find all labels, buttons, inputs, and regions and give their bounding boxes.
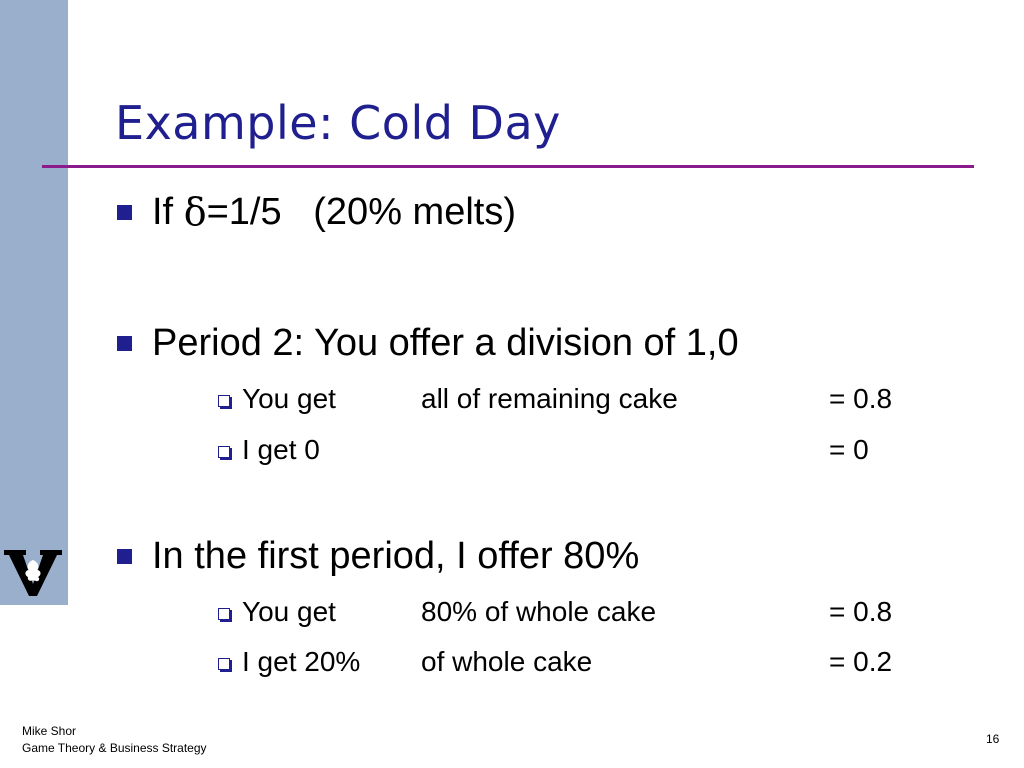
subitem-row — [218, 383, 938, 417]
bullet-text: Period 2: You offer a division of 1,0 — [152, 322, 739, 364]
subitem-what: all of remaining cake — [421, 383, 678, 414]
subitem-value: = 0.8 — [829, 383, 893, 414]
subitem-who: You get — [242, 596, 336, 627]
square-bullet-icon — [117, 205, 132, 220]
title-divider — [42, 165, 974, 168]
subitem-who: You get — [242, 383, 336, 414]
bullet-delta — [117, 190, 516, 234]
subitem-row — [218, 646, 938, 680]
bullet-text: =1/5 (20% melts) — [206, 190, 516, 233]
sidebar-band — [0, 0, 68, 605]
bullet-prefix: If — [152, 190, 184, 233]
subitem-who: I get 20% — [242, 646, 361, 677]
delta-symbol: δ — [183, 190, 207, 234]
subitem-value: = 0.2 — [829, 646, 893, 677]
subitem-value: = 0 — [829, 434, 869, 465]
footer-author: Mike Shor — [22, 724, 77, 738]
square-bullet-icon — [117, 336, 132, 351]
subitem-who: I get 0 — [242, 434, 320, 465]
page-number: 16 — [986, 732, 1000, 746]
hollow-square-bullet-icon — [218, 608, 230, 620]
bullet-period-2 — [117, 322, 739, 365]
hollow-square-bullet-icon — [218, 658, 230, 670]
bullet-text: In the first period, I offer 80% — [152, 535, 640, 577]
subitem-value: = 0.8 — [829, 596, 893, 627]
hollow-square-bullet-icon — [218, 395, 230, 407]
subitem-row — [218, 434, 938, 468]
footer-course: Game Theory & Business Strategy — [22, 741, 207, 755]
hollow-square-bullet-icon — [218, 446, 230, 458]
subitem-what: 80% of whole cake — [421, 596, 657, 627]
bullet-first-period — [117, 535, 639, 578]
slide-title: Example: Cold Day — [115, 96, 561, 150]
vanderbilt-logo-icon — [4, 546, 62, 598]
subitem-what: of whole cake — [421, 646, 593, 677]
subitem-row — [218, 596, 938, 630]
square-bullet-icon — [117, 549, 132, 564]
